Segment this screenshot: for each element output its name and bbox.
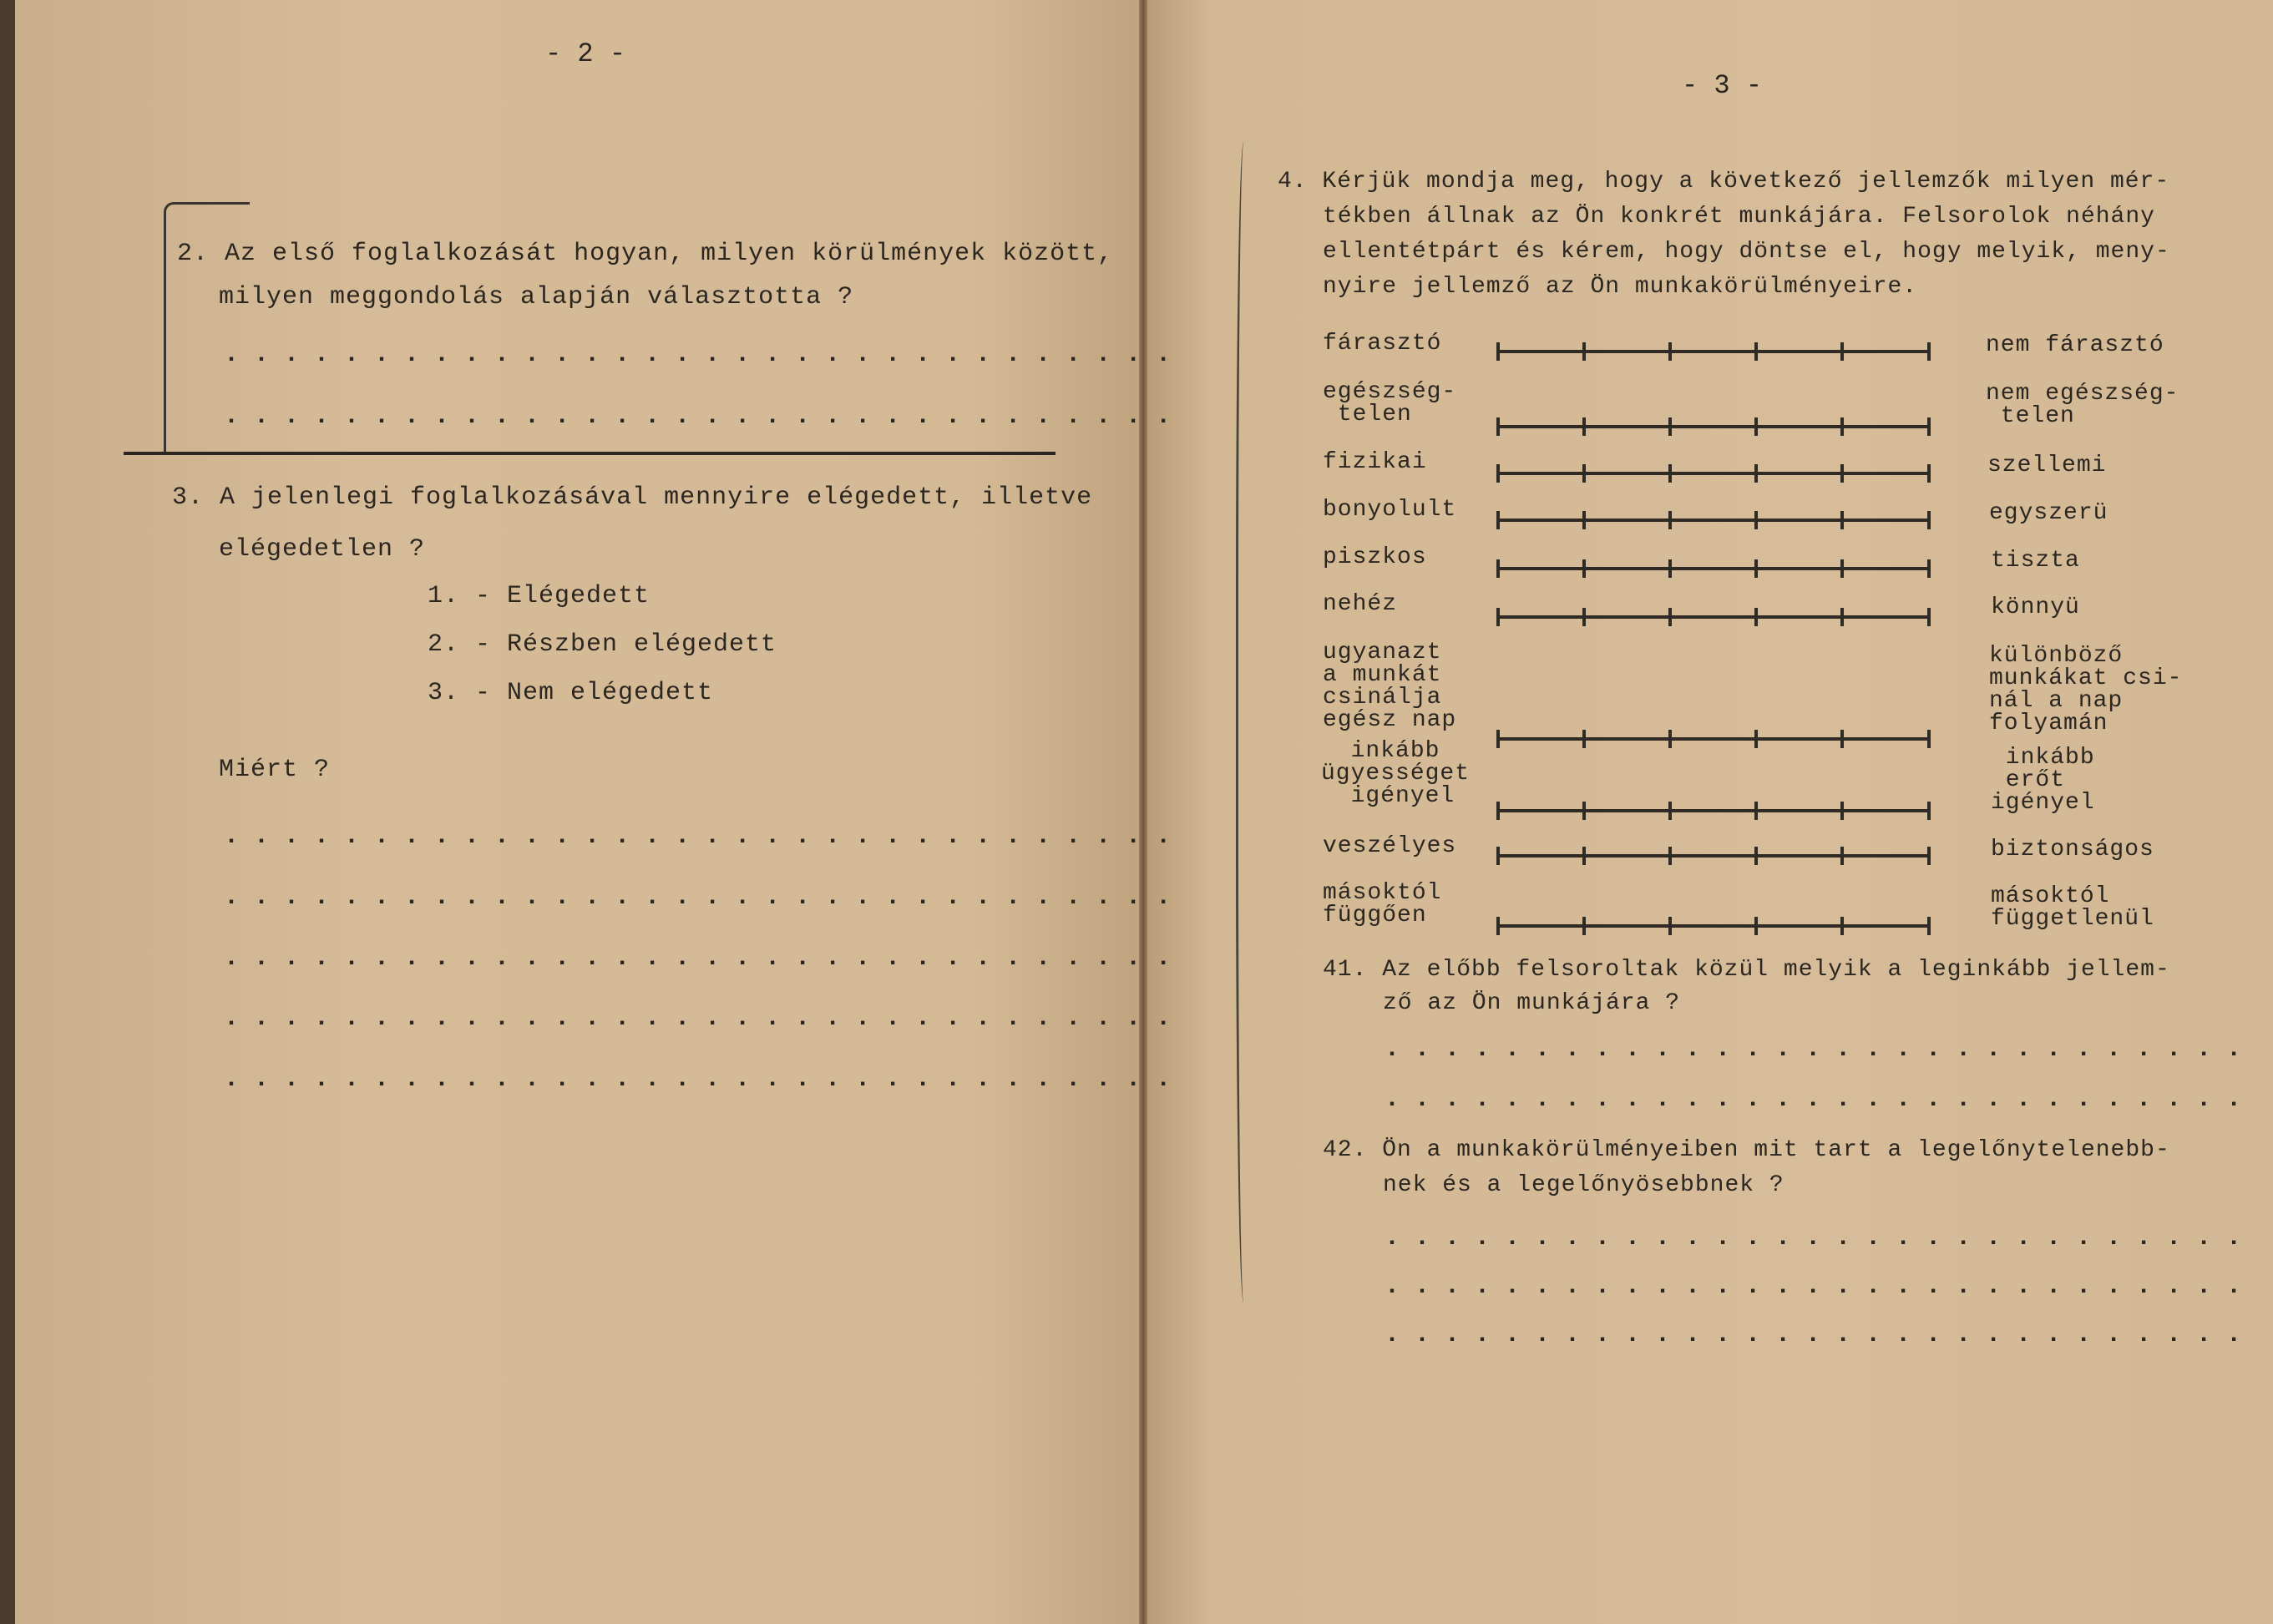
- scale-right-label: különböző munkákat csi- nál a nap folyamán: [1989, 643, 2183, 736]
- answer-dots-line: . . . . . . . . . . . . . . . . . . . . . . . . . . . . . . . .: [224, 1065, 1172, 1094]
- answer-dots-line: . . . . . . . . . . . . . . . . . . . . . . . . . . . . . . . .: [224, 822, 1172, 851]
- answer-dots-line: . . . . . . . . . . . . . . . . . . . . . . . . . . . . . . . .: [224, 341, 1172, 369]
- rating-scale[interactable]: [1496, 559, 1931, 576]
- question-3-line2: elégedetlen ?: [219, 535, 426, 564]
- option-reszben-elegedett: 2. - Részben elégedett: [428, 630, 777, 659]
- scale-right-label: nem fárasztó: [1986, 332, 2164, 358]
- scale-left-label: ugyanazt a munkát csinálja egész nap: [1323, 640, 1457, 733]
- option-nem-elegedett: 3. - Nem elégedett: [428, 679, 714, 707]
- scale-right-label: tiszta: [1991, 548, 2080, 574]
- answer-dots-line: . . . . . . . . . . . . . . . . . . . . . . . . . . . . . . . .: [224, 944, 1172, 973]
- question-41-line1: 41. Az előbb felsoroltak közül melyik a leginkább jellem-: [1323, 957, 2170, 983]
- question-42-line2: nek és a legelőnyösebbnek ?: [1383, 1172, 1784, 1198]
- scale-right-label: szellemi: [1987, 453, 2107, 478]
- section-divider-line: [124, 452, 1056, 455]
- scale-right-label: biztonságos: [1991, 837, 2154, 863]
- question-3-line1: 3. A jelenlegi foglalkozásával mennyire elégedett, illetve: [172, 483, 1093, 512]
- answer-dots-line: . . . . . . . . . . . . . . . . . . . . . . . . . . . . .: [1385, 1321, 2242, 1349]
- scale-left-label: bonyolult: [1323, 497, 1457, 523]
- scale-right-label: nem egészség- telen: [1986, 381, 2179, 429]
- rating-scale[interactable]: [1496, 417, 1931, 434]
- rating-scale[interactable]: [1496, 464, 1931, 481]
- answer-dots-line: . . . . . . . . . . . . . . . . . . . . . . . . . . . . .: [1385, 1035, 2242, 1064]
- answer-dots-line: . . . . . . . . . . . . . . . . . . . . . . . . . . . . . . . .: [224, 1004, 1172, 1033]
- question-4-line2: tékben állnak az Ön konkrét munkájára. Felsorolok néhány: [1323, 204, 2155, 230]
- answer-dots-line: . . . . . . . . . . . . . . . . . . . . . . . . . . . . .: [1385, 1272, 2242, 1301]
- rating-scale[interactable]: [1496, 730, 1931, 746]
- answer-dots-line: . . . . . . . . . . . . . . . . . . . . . . . . . . . . .: [1385, 1224, 2242, 1252]
- rating-scale[interactable]: [1496, 342, 1931, 359]
- rating-scale[interactable]: [1496, 917, 1931, 933]
- question-2-line2: milyen meggondolás alapján választotta ?: [219, 283, 854, 311]
- scale-right-label: könnyü: [1991, 594, 2080, 620]
- answer-dots-line: . . . . . . . . . . . . . . . . . . . . . . . . . . . . . . . .: [224, 883, 1172, 912]
- option-elegedett: 1. - Elégedett: [428, 582, 651, 610]
- scale-left-label: inkább ügyességet igényel: [1321, 738, 1471, 809]
- book-spine: [1139, 0, 1147, 1624]
- rating-scale[interactable]: [1496, 847, 1931, 863]
- rating-scale[interactable]: [1496, 802, 1931, 818]
- page-number-left: - 2 -: [545, 38, 626, 69]
- scale-left-label: nehéz: [1323, 591, 1398, 617]
- question-4-line3: ellentétpárt és kérem, hogy döntse el, hogy melyik, meny-: [1323, 239, 2170, 265]
- scale-left-label: fizikai: [1323, 449, 1427, 475]
- scale-right-label: egyszerü: [1989, 500, 2108, 526]
- scale-left-label: egészség- telen: [1323, 379, 1457, 428]
- page-number-right: - 3 -: [1682, 70, 1763, 101]
- pencil-margin-line: [1236, 142, 1255, 1303]
- answer-dots-line: . . . . . . . . . . . . . . . . . . . . . . . . . . . . . . . .: [224, 402, 1172, 431]
- question-42-line1: 42. Ön a munkakörülményeiben mit tart a legelőnytelenebb-: [1323, 1137, 2170, 1163]
- question-41-line2: ző az Ön munkájára ?: [1383, 990, 1681, 1016]
- rating-scale[interactable]: [1496, 511, 1931, 528]
- question-2-line1: 2. Az első foglalkozását hogyan, milyen körülmények között,: [177, 240, 1114, 268]
- answer-dots-line: . . . . . . . . . . . . . . . . . . . . . . . . . . . . .: [1385, 1085, 2242, 1114]
- scale-left-label: fárasztó: [1323, 331, 1442, 357]
- why-label: Miért ?: [219, 756, 331, 784]
- scale-right-label: másoktól függetlenül: [1991, 883, 2154, 932]
- scale-left-label: veszélyes: [1323, 833, 1457, 859]
- question-4-line4: nyire jellemző az Ön munkakörülményeire.: [1323, 274, 1918, 300]
- scale-right-label: inkább erőt igényel: [1991, 745, 2095, 816]
- scale-left-label: piszkos: [1323, 544, 1427, 570]
- rating-scale[interactable]: [1496, 608, 1931, 625]
- scale-left-label: másoktól függően: [1323, 880, 1442, 928]
- question-4-line1: 4. Kérjük mondja meg, hogy a következő jellemzők milyen mér-: [1278, 169, 2170, 195]
